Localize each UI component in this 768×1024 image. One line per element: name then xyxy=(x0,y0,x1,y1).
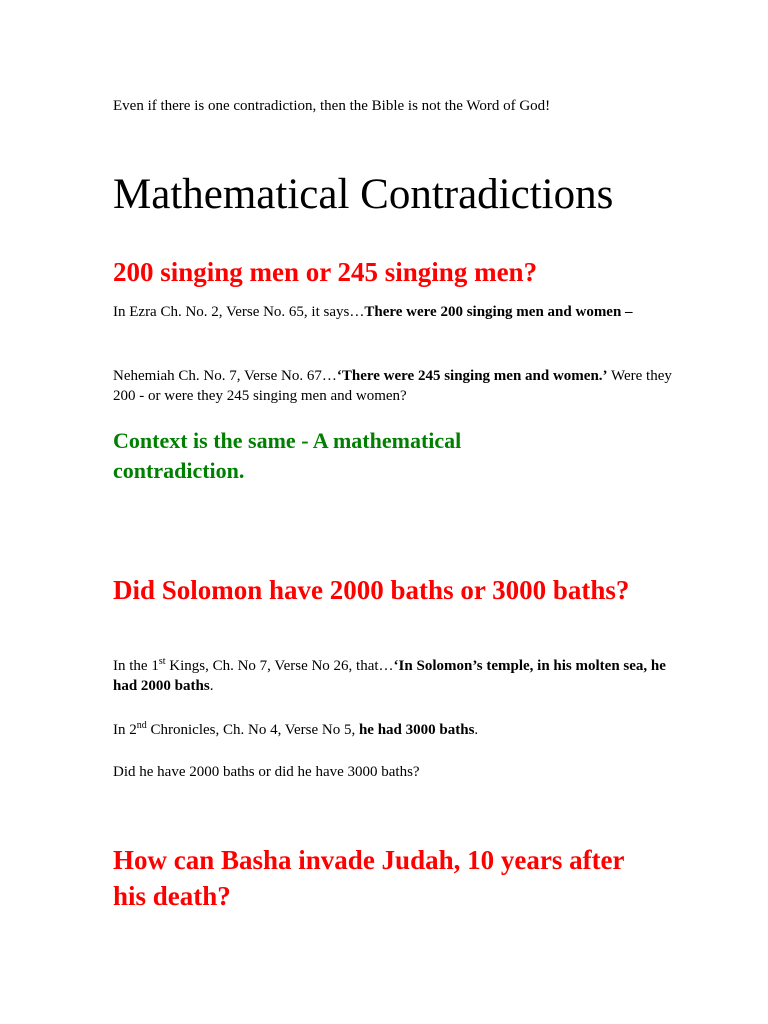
nehemiah-quote: ‘There were 245 singing men and women.’ xyxy=(336,368,608,384)
chronicles-ref-a: In 2 xyxy=(113,722,137,738)
nehemiah-question: Were they 200 - or were they 245 singing men and women? xyxy=(113,368,672,404)
chronicles-ref-b: Chronicles, Ch. No 4, Verse No 5, xyxy=(146,722,359,738)
kings-ref-sup: st xyxy=(158,656,166,667)
kings-ref-b: Kings, Ch. No 7, Verse No 26, that… xyxy=(165,658,394,674)
section2-paragraph-kings xyxy=(113,656,673,696)
ezra-quote: There were 200 singing men and women – xyxy=(364,304,633,320)
chronicles-quote: he had 3000 baths xyxy=(358,722,475,738)
section2-question: Did he have 2000 baths or did he have 3000 baths? xyxy=(113,764,420,780)
kings-quote: ‘In Solomon’s temple, in his molten sea, he had 2000 baths xyxy=(113,658,666,694)
section2-paragraph-chronicles xyxy=(113,720,673,740)
chronicles-ref-sup: nd xyxy=(136,720,147,731)
chronicles-end: . xyxy=(474,722,479,738)
kings-ref-a: In the 1 xyxy=(113,658,159,674)
intro-statement: Even if there is one contradiction, then the Bible is not the Word of God! xyxy=(113,98,551,114)
section1-conclusion: Context is the same - A mathematical contradiction. xyxy=(113,428,462,483)
section1-heading: 200 singing men or 245 singing men? xyxy=(113,257,538,287)
section3-heading: How can Basha invade Judah, 10 years after his death? xyxy=(113,845,625,911)
section2-heading: Did Solomon have 2000 baths or 3000 baths? xyxy=(113,575,630,605)
section1-paragraph-nehemiah xyxy=(113,366,673,406)
ezra-reference: In Ezra Ch. No. 2, Verse No. 65, it says… xyxy=(113,304,365,320)
page-title: Mathematical Contradictions xyxy=(113,171,614,218)
kings-end: . xyxy=(209,678,214,694)
nehemiah-reference: Nehemiah Ch. No. 7, Verse No. 67… xyxy=(113,368,337,384)
section1-paragraph-ezra xyxy=(113,302,673,322)
